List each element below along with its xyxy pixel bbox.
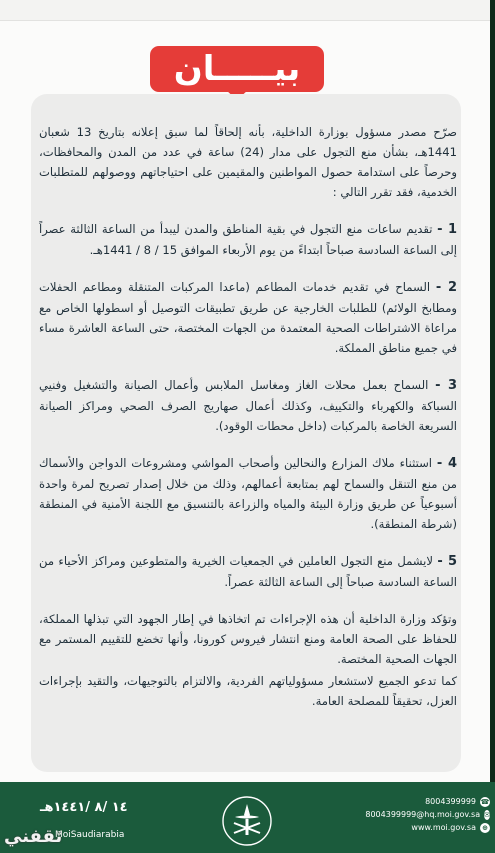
- item-number: 4 -: [436, 456, 457, 471]
- item-text: استثناء ملاك المزارع والنحالين وأصحاب المواشي ومشروعات الدواجن والأسماك من منع التنقل والسماح لهم بمتابعة أعمالهم، وذلك من خلال إصدار تصريح لمرة واحدة أسبوعياً عن طريق وزارة البيئة والمياه والزراعة بالتنسيق مع اللجنة الأمنية في المنطقة (شرطة المنطقة).: [39, 456, 457, 531]
- phone-icon: ☎: [480, 797, 490, 806]
- page-top-edge: [0, 0, 495, 21]
- item-3: [39, 375, 457, 436]
- phone-number: 8004399999: [425, 797, 476, 806]
- statement-body: [39, 122, 457, 728]
- item-1: [39, 219, 457, 260]
- watermark-logo: ثقفني: [4, 826, 63, 847]
- item-text: السماح في تقديم خدمات المطاعم (ماعدا المركبات المتنقلة ومطاعم الحفلات ومطابخ الولائم) للطلبات الخارجية عن طريق تطبيقات التوصيل أو اسطولها الخاص مع مراعاة الاشتراطات الصحية المعتمدة من الجهات المختصة، حتى الساعة العاشرة مساء في جميع مناطق المملكة.: [39, 280, 457, 355]
- item-number: 3 -: [435, 378, 458, 393]
- footer-date: ١٤ /٨ /١٤٤١هـ: [40, 800, 128, 815]
- item-number: 5 -: [437, 554, 458, 569]
- website-row[interactable]: [370, 821, 490, 834]
- item-number: 1 -: [437, 222, 458, 237]
- item-number: 2 -: [435, 280, 458, 295]
- website-url: www.moi.gov.sa: [411, 823, 476, 832]
- email-row[interactable]: [365, 808, 490, 821]
- closing-paragraph-1: وتؤكد وزارة الداخلية أن هذه الإجراءات تم اتخاذها في إطار الجهود التي تبذلها المملكة، للحفاظ على الصحة العامة ومنع انتشار فيروس كورونا، وأنها تخضع للتقييم المستمر مع الجهات الصحية المختصة.: [39, 612, 457, 666]
- globe-icon: ⊕: [480, 823, 490, 833]
- contact-info: [365, 795, 490, 834]
- statement-title: بيـــــان: [150, 46, 324, 92]
- email-icon: ✉: [484, 810, 490, 819]
- email-address: 8004399999@hq.moi.gov.sa: [365, 810, 481, 819]
- phone-row[interactable]: [370, 795, 490, 808]
- item-text: السماح بعمل محلات الغاز ومغاسل الملابس وأعمال الصيانة والتشغيل وفنيي السباكة والكهرباء والتكييف، وكذلك أعمال صهاريج الصرف الصحي ومراكز الصيانة السريعة الخاصة بالمركبات (داخل محطات الوقود).: [39, 378, 457, 433]
- right-edge-strip: [490, 0, 495, 782]
- item-2: [39, 277, 457, 358]
- saudi-emblem-icon: [221, 795, 273, 847]
- social-handle[interactable]: MoiSaudiarabia: [55, 830, 125, 840]
- item-5: [39, 551, 457, 592]
- item-text: تقديم ساعات منع التجول في بقية المناطق والمدن ليبدأ من الساعة الثالثة عصراً إلى الساعة السادسة صباحاً ابتداءً من يوم الأربعاء الموافق 15 / 8 / 1441هـ.: [39, 222, 457, 257]
- item-4: [39, 453, 457, 534]
- item-text: لايشمل منع التجول العاملين في الجمعيات الخيرية والمتطوعين ومراكز الأحياء من الساعة السادسة صباحاً إلى الساعة الثالثة عصراً.: [39, 554, 457, 589]
- intro-paragraph: صرّح مصدر مسؤول بوزارة الداخلية، بأنه إلحاقاً لما سبق إعلانه بتاريخ 13 شعبان 1441هـ، بشأن منع التجول على مدار (24) ساعة في عدد من المدن والمحافظات، وحرصاً على استدامة حصول المواطنين والمقيمين على احتياجاتهم ووصولهم للمتطلبات الخدمية، فقد تقرر التالي :: [39, 125, 457, 199]
- closing-paragraph-2: كما تدعو الجميع لاستشعار مسؤولياتهم الفردية، والالتزام بالتوجيهات، والتقيد بإجراءات العزل، تحقيقاً للمصلحة العامة.: [39, 674, 457, 708]
